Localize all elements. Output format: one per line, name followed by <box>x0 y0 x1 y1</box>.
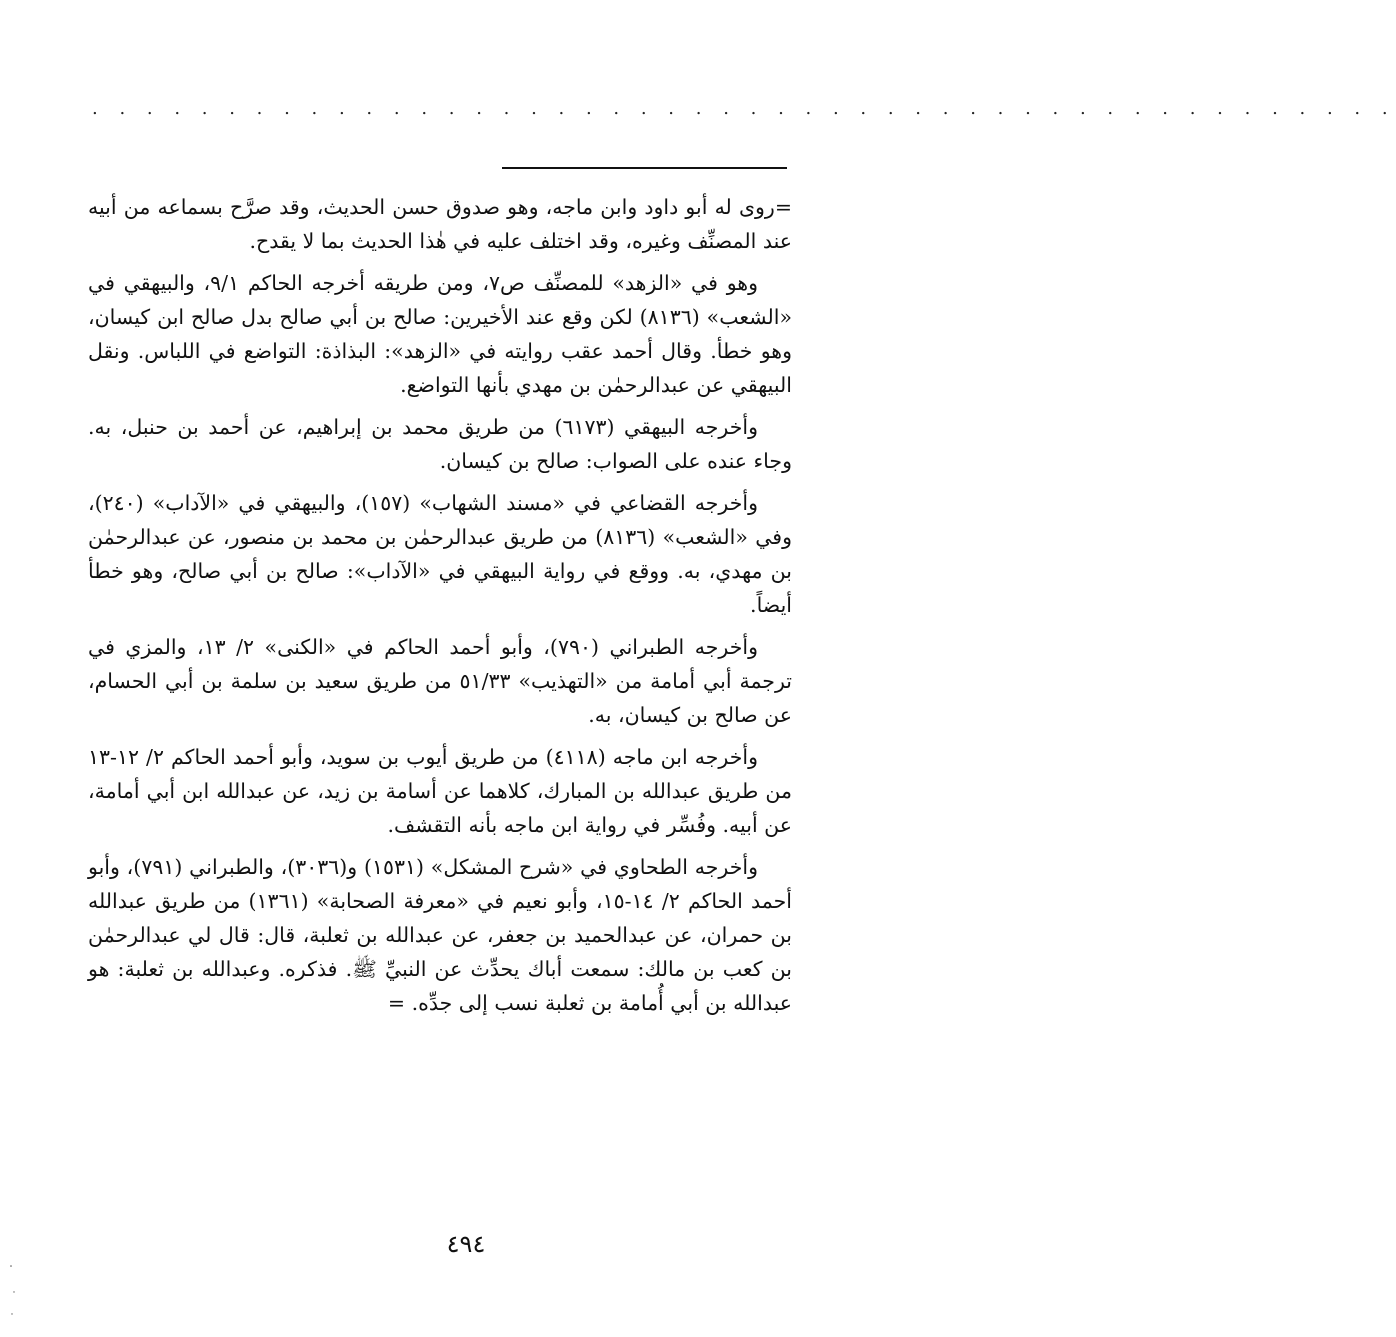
page-number: ٤٩٤ <box>446 1230 486 1258</box>
footnote-paragraph: =روى له أبو داود وابن ماجه، وهو صدوق حسن الحديث، وقد صرَّح بسماعه من أبيه عند المصنِّف وغيره، وقد اختلف عليه في هٰذا الحديث بما لا يقدح. <box>88 195 792 253</box>
separator-dots: . . . . . . . . . . . . . . . . . . . . . . . . . . . . . . . . . . . . . . . . . . . . . . . . <box>92 98 1396 119</box>
footnote-paragraph: وأخرجه البيهقي (٦١٧٣) من طريق محمد بن إبراهيم، عن أحمد بن حنبل، به. وجاء عنده على الصواب: صالح بن كيسان. <box>88 415 792 473</box>
footnote-section <box>88 190 792 1028</box>
footnote-paragraph: وهو في «الزهد» للمصنِّف ص٧، ومن طريقه أخرجه الحاكم ٩/١، والبيهقي في «الشعب» (٨١٣٦) لكن وقع عند الأخيرين: صالح بن أبي صالح بدل صالح ابن كيسان، وهو خطأ. وقال أحمد عقب روايته في «الزهد»: البذاذة: التواضع في اللباس. ونقل البيهقي عن عبدالرحمٰن بن مهدي بأنها التواضع. <box>88 271 792 397</box>
footnote-paragraph: وأخرجه ابن ماجه (٤١١٨) من طريق أيوب بن سويد، وأبو أحمد الحاكم ٢/ ١٢-١٣ من طريق عبدالله بن المبارك، كلاهما عن أسامة بن زيد، عن عبدالله ابن أبي أمامة، عن أبيه. وفُسِّر في رواية ابن ماجه بأنه التقشف. <box>88 745 792 837</box>
footnote-rule <box>502 167 787 169</box>
scan-specks <box>8 1262 18 1322</box>
footnote-paragraph: وأخرجه الطبراني (٧٩٠)، وأبو أحمد الحاكم في «الكنى» ٢/ ١٣، والمزي في ترجمة أبي أمامة من «التهذيب» ٥١/٣٣ من طريق سعيد بن سلمة بن أبي الحسام، عن صالح بن كيسان، به. <box>88 635 792 727</box>
footnote-paragraph: وأخرجه القضاعي في «مسند الشهاب» (١٥٧)، والبيهقي في «الآداب» (٢٤٠)، وفي «الشعب» (٨١٣٦) من طريق عبدالرحمٰن بن محمد بن منصور، عن عبدالرحمٰن بن مهدي، به. ووقع في رواية البيهقي في «الآداب»: صالح بن أبي صالح، وهو خطأ أيضاً. <box>88 491 792 617</box>
footnote-paragraph: وأخرجه الطحاوي في «شرح المشكل» (١٥٣١) و(٣٠٣٦)، والطبراني (٧٩١)، وأبو أحمد الحاكم ٢/ ١٤-١٥، وأبو نعيم في «معرفة الصحابة» (١٣٦١) من طريق عبدالله بن حمران، عن عبدالحميد بن جعفر، عن عبدالله بن ثعلبة، قال: قال لي عبدالرحمٰن بن كعب بن مالك: سمعت أباك يحدِّث عن النبيِّ ﷺ. فذكره. وعبدالله بن ثعلبة: هو عبدالله بن أبي أُمامة بن ثعلبة نسب إلى جدِّه. = <box>88 855 792 1015</box>
